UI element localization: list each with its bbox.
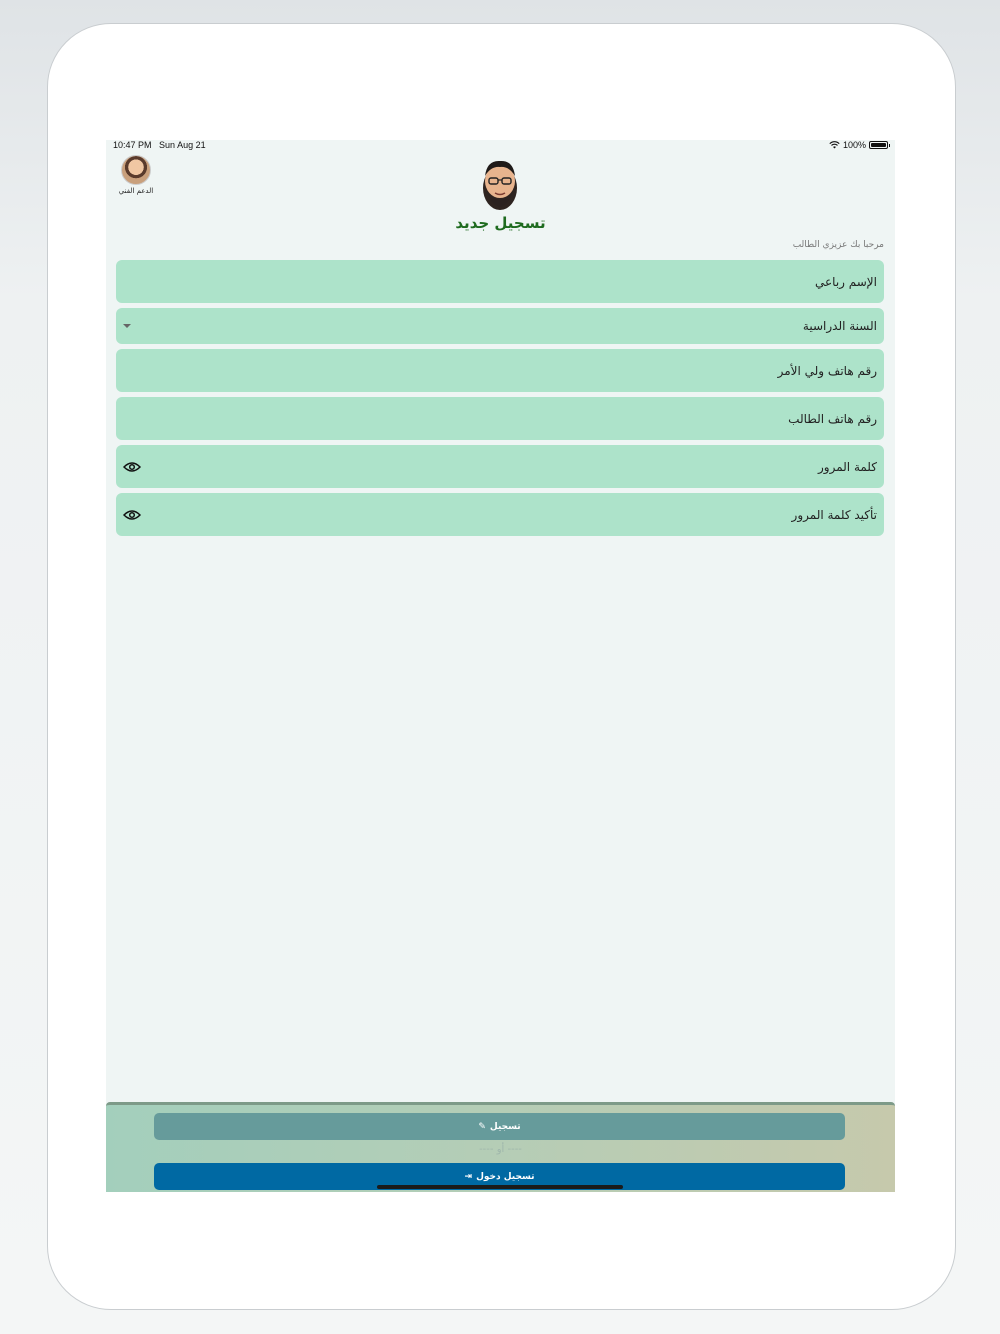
school-year-select[interactable] xyxy=(116,308,884,344)
full-name-placeholder: الإسم رباعي xyxy=(815,274,877,289)
status-date: Sun Aug 21 xyxy=(159,140,206,150)
student-phone-field[interactable] xyxy=(116,397,884,440)
login-label: تسجيل دخول xyxy=(476,1171,535,1182)
home-indicator[interactable] xyxy=(377,1185,623,1189)
confirm-password-field[interactable] xyxy=(116,493,884,536)
eye-icon[interactable] xyxy=(123,460,141,474)
bottom-action-panel xyxy=(106,1102,895,1192)
parent-phone-field[interactable] xyxy=(116,349,884,392)
password-field[interactable] xyxy=(116,445,884,488)
register-button[interactable] xyxy=(154,1113,845,1140)
support-label: الدعم الفني xyxy=(118,187,154,195)
battery-fill xyxy=(871,143,886,147)
register-label: تسجيل xyxy=(489,1121,521,1132)
battery-icon xyxy=(869,141,888,149)
or-divider: ---- أو ---- xyxy=(479,1144,522,1155)
student-phone-placeholder: رقم هاتف الطالب xyxy=(788,411,877,426)
battery-percent: 100% xyxy=(842,140,866,150)
teacher-avatar xyxy=(479,154,521,214)
support-button[interactable] xyxy=(115,155,157,195)
status-indicators xyxy=(829,140,888,150)
status-bar xyxy=(106,140,895,154)
parent-phone-placeholder: رقم هاتف ولي الأمر xyxy=(777,363,877,378)
welcome-text: مرحبا بك عزيزي الطالب xyxy=(792,240,884,250)
pencil-icon: ✎ xyxy=(478,1121,486,1132)
support-avatar xyxy=(121,155,151,185)
confirm-password-placeholder: تأكيد كلمة المرور xyxy=(791,507,877,522)
login-icon: ⇥ xyxy=(464,1171,473,1182)
page-title: تسجيل جديد xyxy=(455,214,546,232)
full-name-field[interactable] xyxy=(116,260,884,303)
school-year-placeholder: السنة الدراسية xyxy=(802,319,877,333)
status-time: 10:47 PM xyxy=(113,140,152,150)
status-time-date xyxy=(113,140,206,150)
dropdown-arrow-icon xyxy=(123,324,131,328)
eye-icon[interactable] xyxy=(123,508,141,522)
wifi-icon xyxy=(829,141,840,149)
app-screen xyxy=(106,140,895,1192)
password-placeholder: كلمة المرور xyxy=(817,459,877,474)
